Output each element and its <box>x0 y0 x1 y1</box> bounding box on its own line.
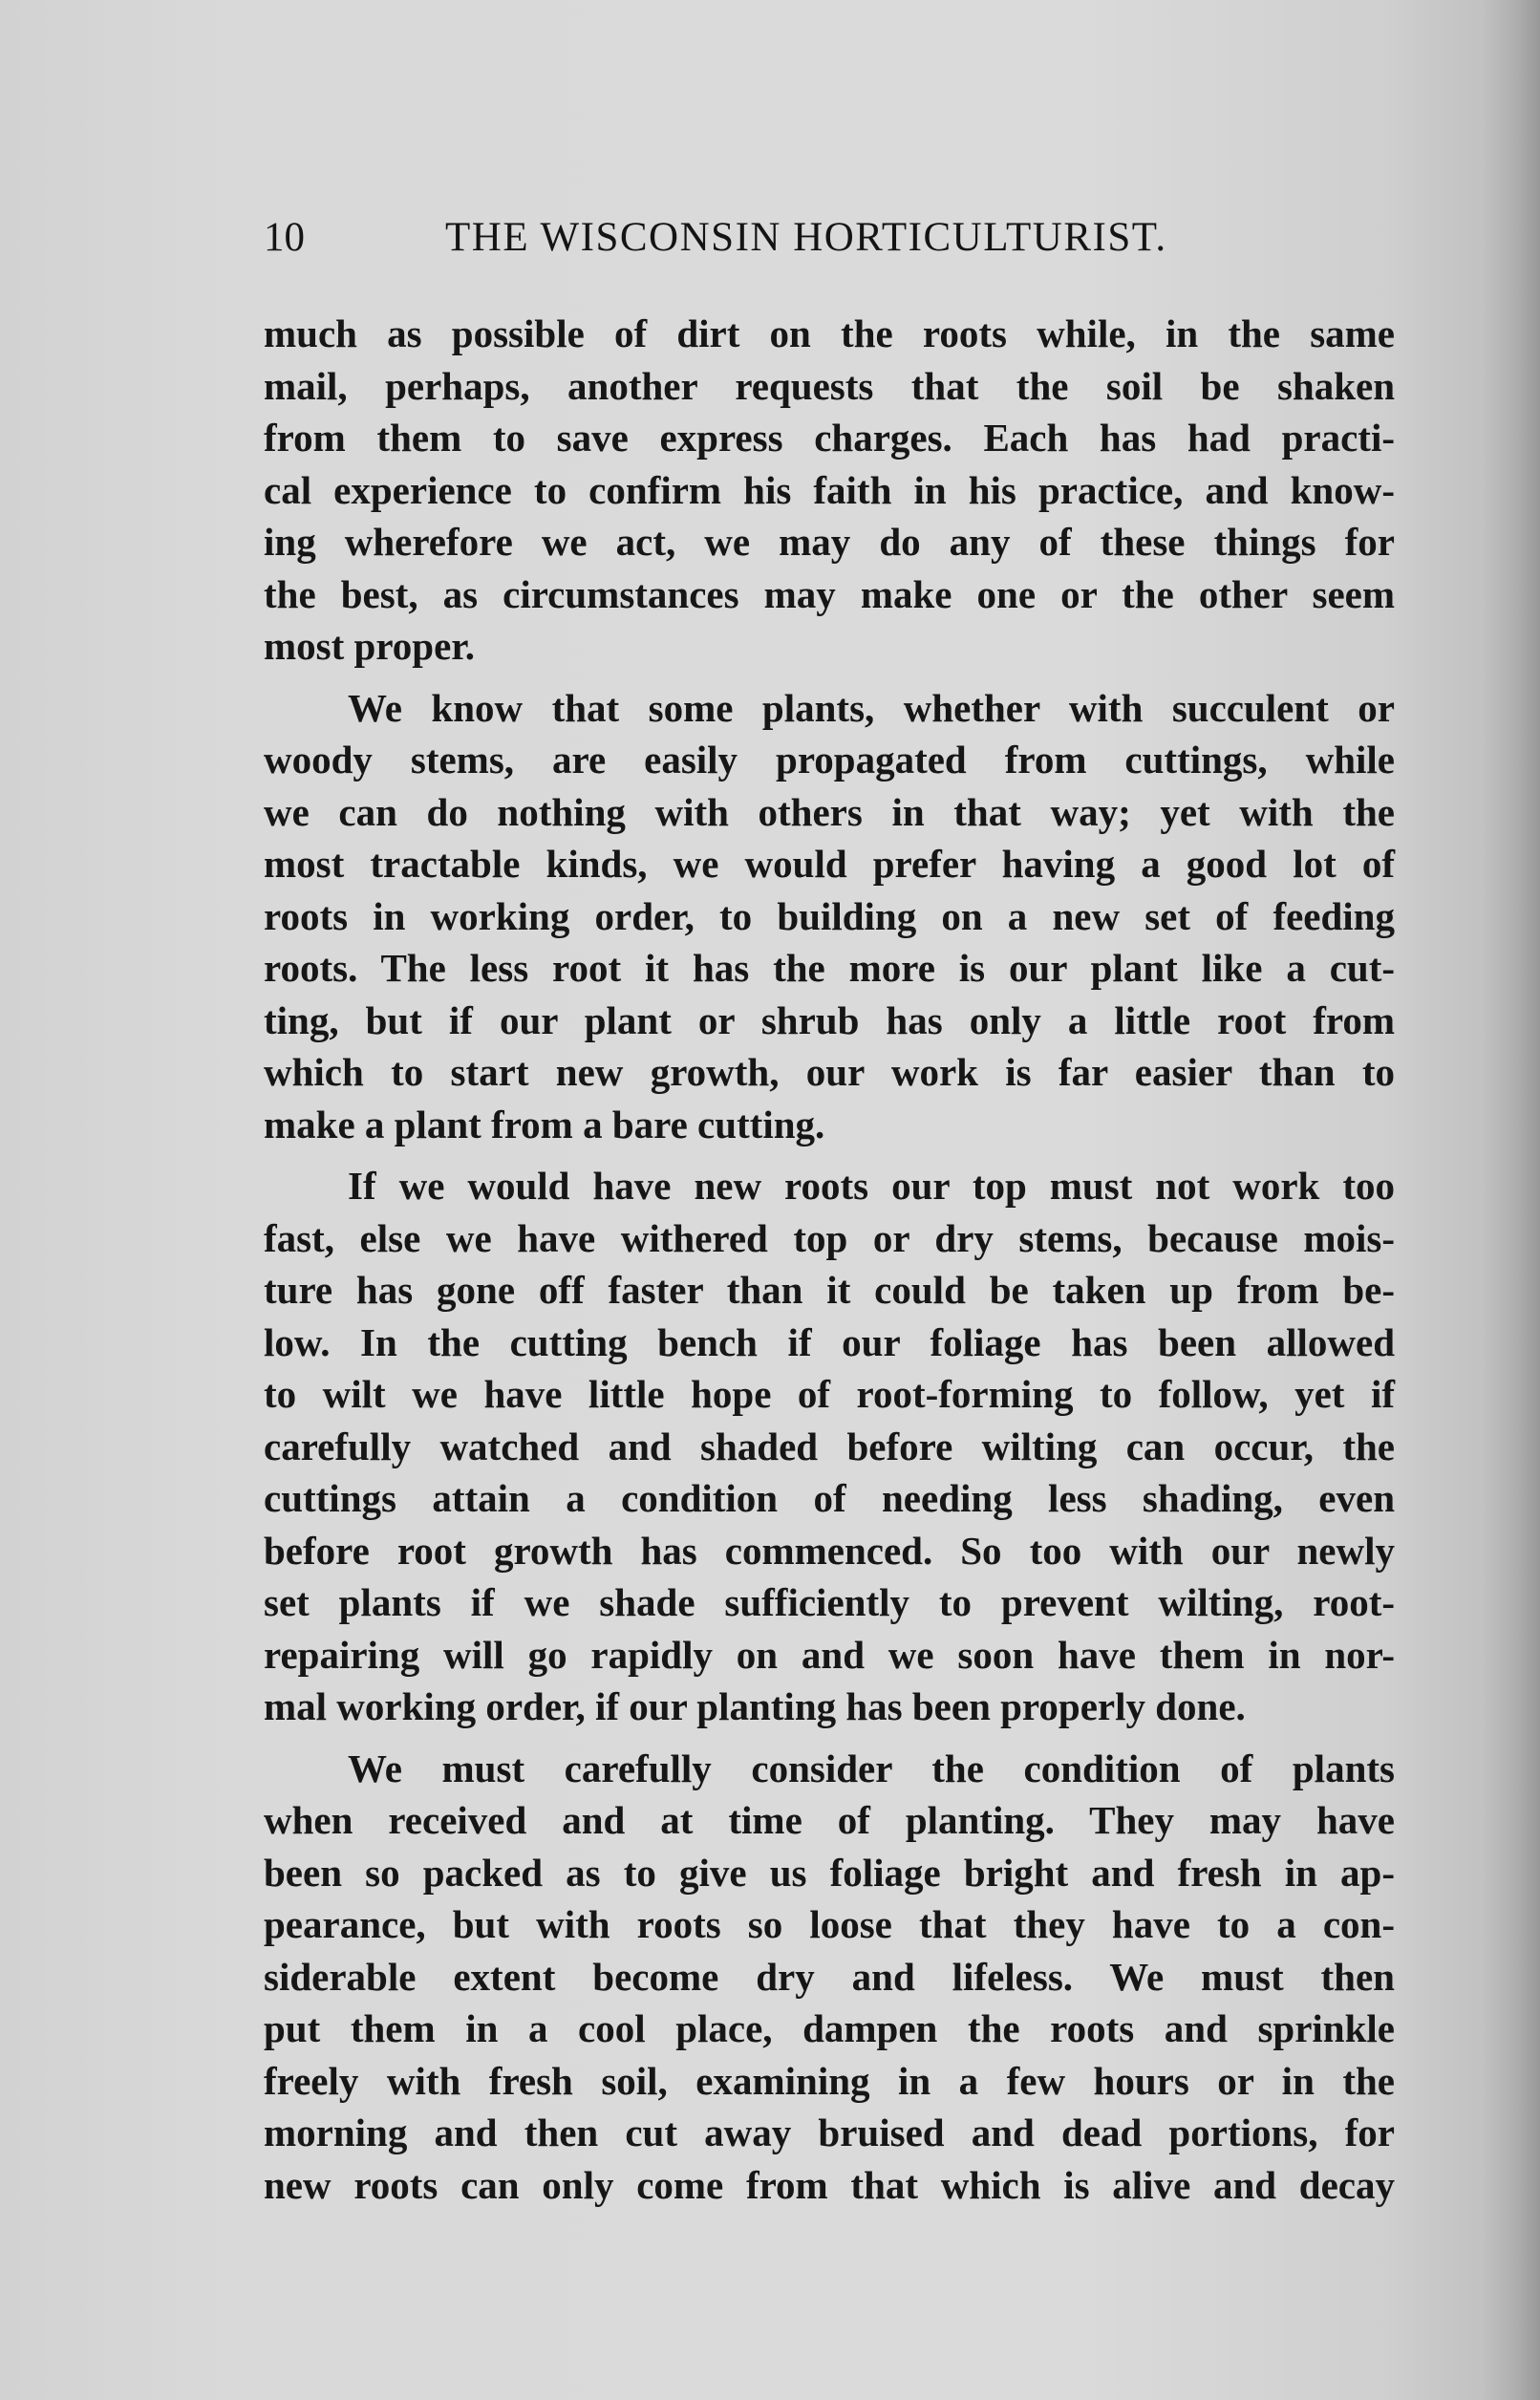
text-line: ting, but if our plant or shrub has only a little root from <box>264 997 1395 1042</box>
running-header <box>264 214 1269 271</box>
text-line: If we would have new roots our top must not work too <box>348 1164 1395 1208</box>
text-line: We must carefully consider the condition of plants <box>348 1746 1395 1790</box>
text-line: make a plant from a bare cutting. <box>264 1102 825 1146</box>
text-line: most tractable kinds, we would prefer having a good lot of <box>264 842 1395 886</box>
text-line: ing wherefore we act, we may do any of these things for <box>264 520 1395 564</box>
text-line: pearance, but with roots so loose that they have to a con- <box>264 1902 1395 1946</box>
text-line: morning and then cut away bruised and dead portions, for <box>264 2111 1395 2154</box>
text-line: carefully watched and shaded before wilting can occur, the <box>264 1424 1395 1468</box>
text-line: from them to save express charges. Each has had practi- <box>264 416 1395 460</box>
paragraph-2 <box>264 682 1395 1151</box>
text-line: when received and at time of planting. They may have <box>264 1798 1395 1842</box>
text-line: to wilt we have little hope of root-forming to follow, yet if <box>264 1372 1395 1416</box>
text-line: mail, perhaps, another requests that the soil be shaken <box>264 363 1395 408</box>
text-line: the best, as circumstances may make one or the other seem <box>264 571 1395 616</box>
text-line: cuttings attain a condition of needing less shading, even <box>264 1476 1395 1520</box>
paragraph-3 <box>264 1160 1395 1733</box>
text-line: much as possible of dirt on the roots while, in the same <box>264 311 1395 355</box>
page-number: 10 <box>264 215 305 260</box>
text-line: put them in a cool place, dampen the roots and sprinkle <box>264 2006 1395 2050</box>
text-line: siderable extent become dry and lifeless. We must then <box>264 1954 1395 1999</box>
running-title: THE WISCONSIN HORTICULTURIST. <box>445 215 1167 260</box>
text-line: repairing will go rapidly on and we soon have them in nor- <box>264 1632 1395 1677</box>
text-line: mal working order, if our planting has been properly done. <box>264 1684 1246 1728</box>
text-line: low. In the cutting bench if our foliage has been allowed <box>264 1319 1395 1364</box>
text-line: which to start new growth, our work is far easier than to <box>264 1050 1395 1094</box>
text-line: cal experience to confirm his faith in his practice, and know- <box>264 467 1395 512</box>
text-line: set plants if we shade sufficiently to prevent wilting, root- <box>264 1580 1395 1624</box>
paragraph-4 <box>264 1743 1395 2212</box>
text-line: roots in working order, to building on a new set of feeding <box>264 893 1395 938</box>
paragraph-1 <box>264 308 1395 673</box>
text-line: we can do nothing with others in that way; yet with the <box>264 789 1395 834</box>
page-edge-shadow <box>1483 0 1540 2400</box>
text-line: before root growth has commenced. So too with our newly <box>264 1528 1395 1573</box>
text-line: We know that some plants, whether with succulent or <box>348 685 1395 730</box>
text-line: fast, else we have withered top or dry stems, because mois- <box>264 1215 1395 1260</box>
body-text <box>264 308 1395 2220</box>
text-line: most proper. <box>264 624 475 668</box>
text-line: been so packed as to give us foliage bright and fresh in ap- <box>264 1850 1395 1895</box>
text-line: roots. The less root it has the more is our plant like a cut- <box>264 946 1395 990</box>
text-line: new roots can only come from that which is alive and decay <box>264 2162 1395 2207</box>
text-line: woody stems, are easily propagated from cuttings, while <box>264 738 1395 782</box>
text-line: freely with fresh soil, examining in a few hours or in the <box>264 2058 1395 2103</box>
text-line: ture has gone off faster than it could be taken up from be- <box>264 1268 1395 1312</box>
